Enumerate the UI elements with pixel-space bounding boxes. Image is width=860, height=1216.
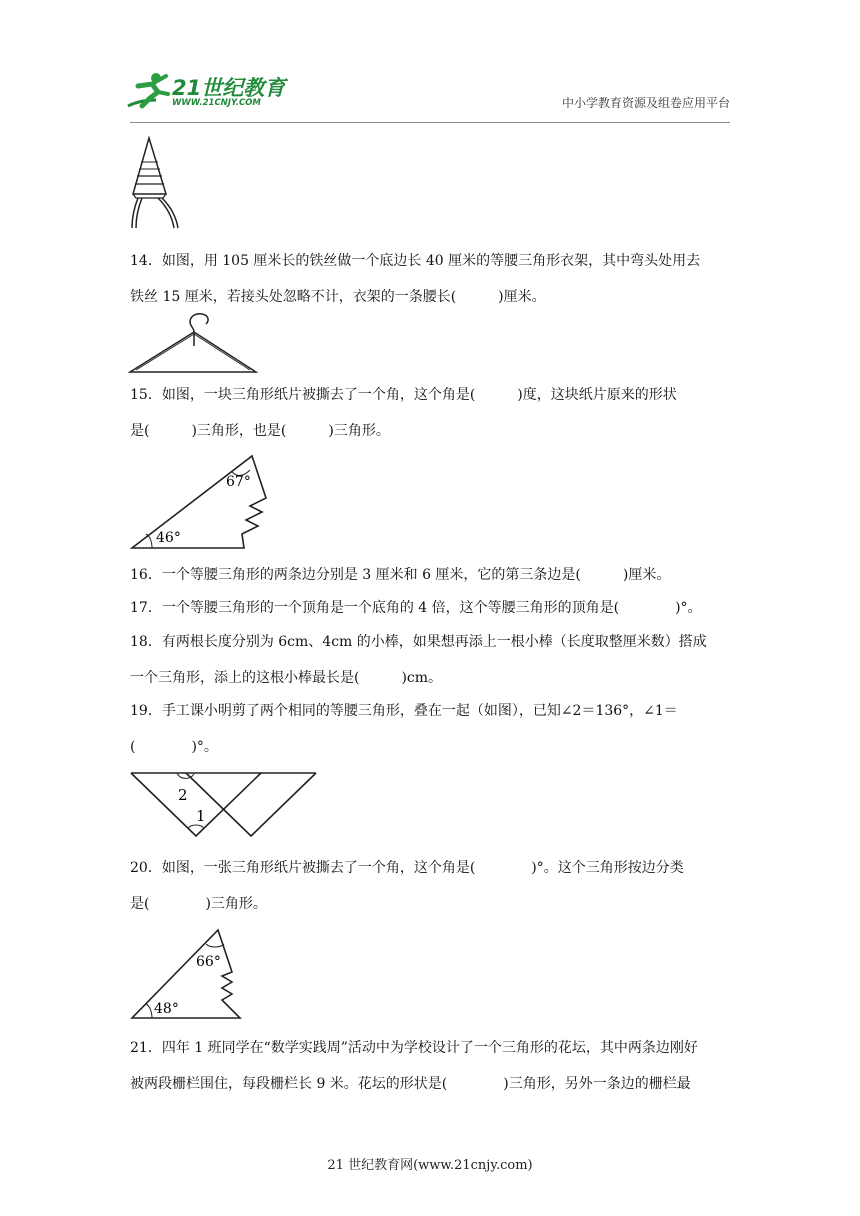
platform-name: 中小学教育资源及组卷应用平台: [561, 96, 730, 110]
question-line: 17．一个等腰三角形的一个顶角是一个底角的 4 倍，这个等腰三角形的顶角是( )°。: [130, 600, 702, 616]
logo-url: WWW.21CNJY.COM: [172, 98, 261, 108]
overlapping-triangles-figure: [128, 768, 322, 840]
question-line: 是( )三角形。: [130, 896, 267, 912]
page-footer: 21 世纪教育网(www.21cnjy.com): [327, 1158, 533, 1173]
header-divider: [130, 122, 730, 123]
hanger-figure: [128, 310, 262, 380]
question-line: 被两段栅栏围住，每段栅栏长 9 米。花坛的形状是( )三角形，另外一条边的栅栏最: [130, 1076, 691, 1092]
angle-label-2: 2: [178, 786, 188, 804]
question-16: [130, 557, 730, 593]
question-line: 铁丝 15 厘米，若接头处忽略不计，衣架的一条腰长( )厘米。: [130, 289, 546, 305]
question-line: 一个三角形，添上的这根小棒最长是( )cm。: [130, 670, 443, 686]
angle-label-67: 67°: [226, 474, 251, 490]
cone-figure: [128, 136, 184, 232]
question-17: [130, 590, 730, 626]
angle-label-46: 46°: [156, 530, 181, 546]
question-line: 15．如图，一块三角形纸片被撕去了一个角，这个角是( )度，这块纸片原来的形状: [130, 387, 677, 403]
question-line: 16．一个等腰三角形的两条边分别是 3 厘米和 6 厘米，它的第三条边是( )厘米。: [130, 567, 671, 583]
question-line: 14．如图，用 105 厘米长的铁丝做一个底边长 40 厘米的等腰三角形衣架，其中弯头处用去: [130, 253, 701, 269]
question-line: 是( )三角形，也是( )三角形。: [130, 423, 390, 439]
question-line: ( )°。: [130, 739, 218, 755]
question-line: 21．四年 1 班同学在“数学实践周”活动中为学校设计了一个三角形的花坛，其中两条边刚好: [130, 1040, 698, 1056]
torn-triangle-figure-15: [128, 448, 276, 554]
runner-logo-icon: [122, 70, 172, 114]
question-18: [130, 624, 730, 696]
question-line: 19．手工课小明剪了两个相同的等腰三角形，叠在一起（如图），已知∠2＝136°，∠1＝: [130, 703, 678, 719]
question-19: [130, 693, 730, 765]
question-21: [130, 1030, 730, 1102]
question-15: [130, 377, 730, 449]
angle-label-1: 1: [196, 807, 206, 825]
angle-label-48: 48°: [154, 1001, 179, 1017]
question-20: [130, 850, 730, 922]
logo: [122, 68, 292, 118]
logo-text: 21世纪教育: [172, 76, 286, 100]
question-line: 18．有两根长度分别为 6cm、4cm 的小棒，如果想再添上一根小棒（长度取整厘米数）搭成: [130, 634, 707, 650]
torn-triangle-figure-20: [128, 926, 250, 1022]
question-line: 20．如图，一张三角形纸片被撕去了一个角，这个角是( )°。这个三角形按边分类: [130, 860, 684, 876]
question-14: [130, 243, 730, 315]
angle-label-66: 66°: [196, 954, 221, 970]
